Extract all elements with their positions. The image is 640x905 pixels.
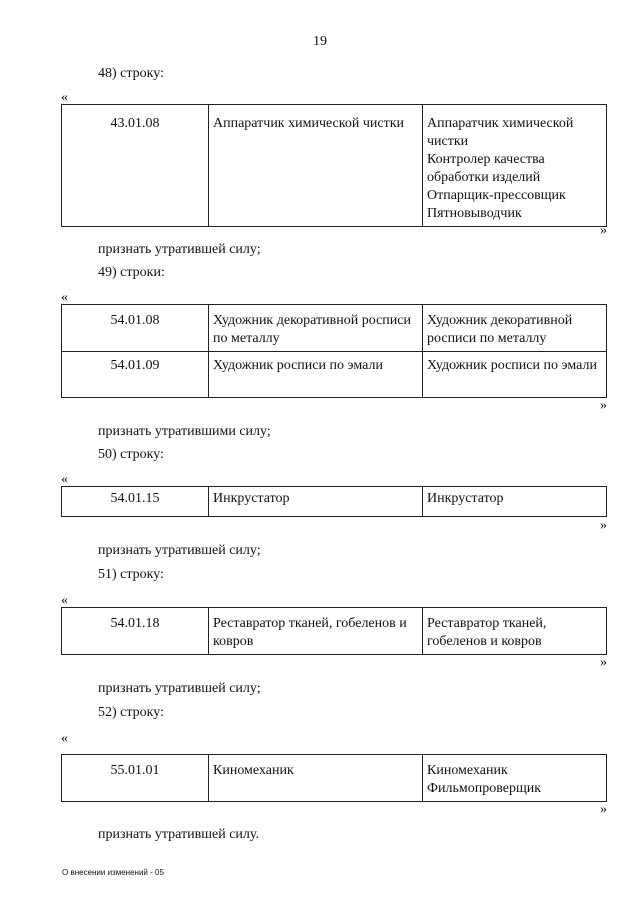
table-section-48 — [61, 104, 607, 227]
section-heading: 51) строку: — [98, 567, 164, 582]
replaced-professions-cell: Аппаратчик химической чистки Контролер качества обработки изделий Отпарщик-прессовщик Пятновыводчик — [423, 105, 607, 227]
code-cell: 55.01.01 — [62, 755, 209, 802]
table-row — [62, 305, 607, 352]
replaced-professions-cell: Реставратор тканей, гобеленов и ковров — [423, 608, 607, 655]
table-row — [62, 105, 607, 227]
section-tail: признать утратившей силу; — [98, 543, 261, 558]
section-tail: признать утратившей силу; — [98, 681, 261, 696]
profession-cell: Реставратор тканей, гобеленов и ковров — [209, 608, 423, 655]
replaced-professions-cell: Инкрустатор — [423, 487, 607, 517]
open-quote: « — [61, 290, 68, 305]
profession-cell: Киномеханик — [209, 755, 423, 802]
open-quote: « — [61, 593, 68, 608]
code-cell: 54.01.08 — [62, 305, 209, 352]
open-quote: « — [61, 472, 68, 487]
section-tail: признать утратившей силу; — [98, 242, 261, 257]
replaced-professions-cell: Киномеханик Фильмопроверщик — [423, 755, 607, 802]
footer-doc-id: О внесении изменений - 05 — [62, 868, 164, 877]
profession-cell: Художник декоративной росписи по металлу — [209, 305, 423, 352]
section-tail: признать утратившими силу; — [98, 424, 271, 439]
code-cell: 54.01.15 — [62, 487, 209, 517]
code-cell: 54.01.18 — [62, 608, 209, 655]
open-quote: « — [61, 731, 68, 746]
table-row — [62, 755, 607, 802]
close-quote: » — [600, 518, 607, 533]
section-tail: признать утратившей силу. — [98, 827, 259, 842]
close-quote: » — [600, 398, 607, 413]
section-heading: 50) строку: — [98, 447, 164, 462]
code-cell: 54.01.09 — [62, 352, 209, 398]
table-section-49 — [61, 304, 607, 398]
close-quote: » — [600, 655, 607, 670]
profession-cell: Инкрустатор — [209, 487, 423, 517]
close-quote: » — [600, 223, 607, 238]
table-row — [62, 487, 607, 517]
table-section-52 — [61, 754, 607, 802]
section-heading: 52) строку: — [98, 705, 164, 720]
replaced-professions-cell: Художник росписи по эмали — [423, 352, 607, 398]
code-cell: 43.01.08 — [62, 105, 209, 227]
page-number: 19 — [313, 34, 327, 49]
table-row — [62, 352, 607, 398]
table-section-51 — [61, 607, 607, 655]
profession-cell: Аппаратчик химической чистки — [209, 105, 423, 227]
table-row — [62, 608, 607, 655]
section-heading: 48) строку: — [98, 66, 164, 81]
close-quote: » — [600, 802, 607, 817]
replaced-professions-cell: Художник декоративной росписи по металлу — [423, 305, 607, 352]
section-heading: 49) строки: — [98, 265, 165, 280]
open-quote: « — [61, 90, 68, 105]
profession-cell: Художник росписи по эмали — [209, 352, 423, 398]
table-section-50 — [61, 486, 607, 517]
